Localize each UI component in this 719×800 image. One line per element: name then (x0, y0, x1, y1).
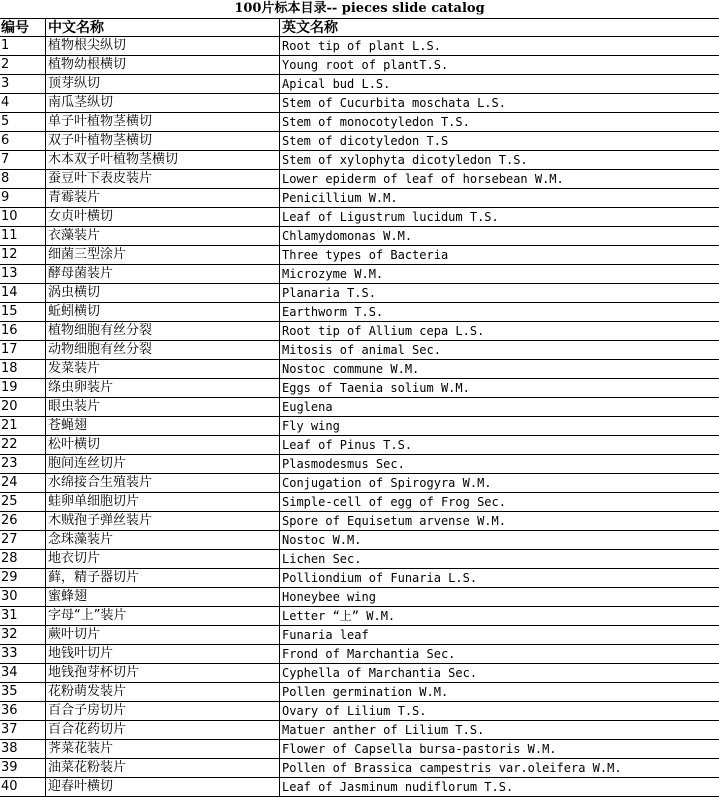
row-english-name: Flower of Capsella bursa-pastoris W.M. (279, 740, 719, 758)
slide-catalog-table (0, 18, 719, 797)
row-english-name: Root tip of Allium cepa L.S. (279, 322, 719, 340)
row-chinese-name: 地钱叶切片 (45, 645, 278, 663)
row-number: 27 (1, 532, 18, 547)
row-chinese-name: 衣藻装片 (45, 227, 278, 245)
row-english-name: Microzyme W.M. (279, 265, 719, 283)
table-body (0, 37, 719, 797)
table-row (0, 455, 719, 474)
row-number: 3 (1, 76, 10, 91)
catalog-title: 100片标本目录-- pieces slide catalog (234, 1, 485, 16)
row-english-name: Leaf of Ligustrum lucidum T.S. (279, 208, 719, 226)
row-number: 14 (1, 285, 18, 300)
row-chinese-name: 绦虫卵装片 (45, 379, 278, 397)
row-number: 23 (1, 456, 18, 471)
row-english-name: Mitosis of animal Sec. (279, 341, 719, 359)
row-number: 29 (1, 570, 18, 585)
table-row (0, 493, 719, 512)
row-chinese-name: 迎春叶横切 (45, 778, 278, 796)
table-row (0, 683, 719, 702)
table-row (0, 474, 719, 493)
row-english-name: Nostoc commune W.M. (279, 360, 719, 378)
row-number: 5 (1, 114, 10, 129)
row-number: 12 (1, 247, 18, 262)
row-number: 2 (1, 57, 10, 72)
table-header-row (0, 18, 719, 37)
table-row (0, 227, 719, 246)
table-row (0, 94, 719, 113)
table-row (0, 246, 719, 265)
table-row (0, 265, 719, 284)
row-english-name: Funaria leaf (279, 626, 719, 644)
row-english-name: Euglena (279, 398, 719, 416)
table-row (0, 341, 719, 360)
table-row (0, 626, 719, 645)
row-number: 10 (1, 209, 18, 224)
table-row (0, 588, 719, 607)
row-english-name: Leaf of Jasminum nudiflorum T.S. (279, 778, 719, 796)
row-number: 39 (1, 760, 18, 775)
row-english-name: Stem of Cucurbita moschata L.S. (279, 94, 719, 112)
row-chinese-name: 眼虫装片 (45, 398, 278, 416)
table-row (0, 645, 719, 664)
row-chinese-name: 蕨叶切片 (45, 626, 278, 644)
row-english-name: Pollen germination W.M. (279, 683, 719, 701)
row-english-name: Letter “上” W.M. (279, 607, 719, 625)
row-number: 34 (1, 665, 18, 680)
row-english-name: Lower epiderm of leaf of horsebean W.M. (279, 170, 719, 188)
row-chinese-name: 女贞叶横切 (45, 208, 278, 226)
row-english-name: Earthworm T.S. (279, 303, 719, 321)
row-number: 8 (1, 171, 10, 186)
row-number: 16 (1, 323, 18, 338)
row-number: 38 (1, 741, 18, 756)
table-row (0, 322, 719, 341)
row-english-name: Lichen Sec. (279, 550, 719, 568)
table-row (0, 607, 719, 626)
row-english-name: Spore of Equisetum arvense W.M. (279, 512, 719, 530)
row-english-name: Plasmodesmus Sec. (279, 455, 719, 473)
row-number: 20 (1, 399, 18, 414)
row-chinese-name: 油菜花粉装片 (45, 759, 278, 777)
table-row (0, 759, 719, 778)
row-number: 35 (1, 684, 18, 699)
row-chinese-name: 蜜蜂翅 (45, 588, 278, 606)
row-chinese-name: 字母“上”装片 (45, 607, 278, 625)
table-row (0, 379, 719, 398)
row-english-name: Stem of xylophyta dicotyledon T.S. (279, 151, 719, 169)
row-chinese-name: 植物细胞有丝分裂 (45, 322, 278, 340)
table-row (0, 721, 719, 740)
row-number: 24 (1, 475, 18, 490)
header-number: 编号 (1, 20, 29, 36)
table-row (0, 132, 719, 151)
row-english-name: Leaf of Pinus T.S. (279, 436, 719, 454)
row-chinese-name: 蚯蚓横切 (45, 303, 278, 321)
row-chinese-name: 百合子房切片 (45, 702, 278, 720)
row-number: 13 (1, 266, 18, 281)
row-english-name: Eggs of Taenia solium W.M. (279, 379, 719, 397)
table-row (0, 512, 719, 531)
row-chinese-name: 苍蝇翅 (45, 417, 278, 435)
row-number: 40 (1, 779, 18, 794)
row-number: 37 (1, 722, 18, 737)
row-english-name: Polliondium of Funaria L.S. (279, 569, 719, 587)
row-chinese-name: 地衣切片 (45, 550, 278, 568)
row-chinese-name: 木贼孢子弹丝装片 (45, 512, 278, 530)
row-english-name: Conjugation of Spirogyra W.M. (279, 474, 719, 492)
row-english-name: Honeybee wing (279, 588, 719, 606)
row-chinese-name: 蛙卵单细胞切片 (45, 493, 278, 511)
table-row (0, 360, 719, 379)
row-chinese-name: 顶芽纵切 (45, 75, 278, 93)
row-english-name: Pollen of Brassica campestris var.oleifera W.M. (279, 759, 719, 777)
table-row (0, 284, 719, 303)
row-english-name: Simple-cell of egg of Frog Sec. (279, 493, 719, 511)
row-chinese-name: 植物根尖纵切 (45, 37, 278, 55)
row-chinese-name: 念珠藻装片 (45, 531, 278, 549)
row-chinese-name: 发菜装片 (45, 360, 278, 378)
table-row (0, 303, 719, 322)
row-number: 30 (1, 589, 18, 604)
table-row (0, 550, 719, 569)
row-english-name: Stem of dicotyledon T.S (279, 132, 719, 150)
header-chinese-name: 中文名称 (45, 19, 278, 37)
row-number: 32 (1, 627, 18, 642)
row-number: 28 (1, 551, 18, 566)
row-english-name: Young root of plantT.S. (279, 56, 719, 74)
row-chinese-name: 水绵接合生殖装片 (45, 474, 278, 492)
row-chinese-name: 酵母菌装片 (45, 265, 278, 283)
table-row (0, 664, 719, 683)
row-chinese-name: 南瓜茎纵切 (45, 94, 278, 112)
row-chinese-name: 单子叶植物茎横切 (45, 113, 278, 131)
table-row (0, 75, 719, 94)
table-row (0, 702, 719, 721)
row-english-name: Stem of monocotyledon T.S. (279, 113, 719, 131)
row-number: 1 (1, 38, 10, 53)
row-chinese-name: 蚕豆叶下表皮装片 (45, 170, 278, 188)
header-english-name: 英文名称 (279, 19, 719, 37)
row-chinese-name: 木本双子叶植物茎横切 (45, 151, 278, 169)
row-english-name: Penicillium W.M. (279, 189, 719, 207)
row-chinese-name: 百合花药切片 (45, 721, 278, 739)
row-english-name: Chlamydomonas W.M. (279, 227, 719, 245)
table-row (0, 151, 719, 170)
row-number: 33 (1, 646, 18, 661)
row-number: 17 (1, 342, 18, 357)
row-number: 7 (1, 152, 10, 167)
row-chinese-name: 动物细胞有丝分裂 (45, 341, 278, 359)
row-chinese-name: 双子叶植物茎横切 (45, 132, 278, 150)
table-row (0, 170, 719, 189)
table-row (0, 113, 719, 132)
row-number: 15 (1, 304, 18, 319)
row-number: 25 (1, 494, 18, 509)
table-row (0, 569, 719, 588)
row-english-name: Frond of Marchantia Sec. (279, 645, 719, 663)
row-english-name: Fly wing (279, 417, 719, 435)
row-number: 26 (1, 513, 18, 528)
row-number: 19 (1, 380, 18, 395)
row-chinese-name: 胞间连丝切片 (45, 455, 278, 473)
table-row (0, 436, 719, 455)
row-number: 22 (1, 437, 18, 452)
table-row (0, 740, 719, 759)
row-number: 6 (1, 133, 10, 148)
row-number: 11 (1, 228, 18, 243)
table-row (0, 189, 719, 208)
row-english-name: Three types of Bacteria (279, 246, 719, 264)
row-english-name: Matuer anther of Lilium T.S. (279, 721, 719, 739)
row-chinese-name: 植物幼根横切 (45, 56, 278, 74)
row-number: 4 (1, 95, 10, 110)
table-row (0, 37, 719, 56)
row-number: 36 (1, 703, 18, 718)
table-row (0, 417, 719, 436)
row-english-name: Root tip of plant L.S. (279, 37, 719, 55)
row-chinese-name: 地钱孢芽杯切片 (45, 664, 278, 682)
row-chinese-name: 青霉装片 (45, 189, 278, 207)
table-row (0, 56, 719, 75)
row-english-name: Cyphella of Marchantia Sec. (279, 664, 719, 682)
row-number: 9 (1, 190, 10, 205)
table-row (0, 778, 719, 797)
row-chinese-name: 松叶横切 (45, 436, 278, 454)
row-chinese-name: 藓，精子器切片 (45, 569, 278, 587)
table-row (0, 208, 719, 227)
row-english-name: Apical bud L.S. (279, 75, 719, 93)
row-english-name: Nostoc W.M. (279, 531, 719, 549)
table-row (0, 398, 719, 417)
row-number: 18 (1, 361, 18, 376)
row-number: 31 (1, 608, 18, 623)
row-chinese-name: 细菌三型涂片 (45, 246, 278, 264)
row-chinese-name: 花粉萌发装片 (45, 683, 278, 701)
row-chinese-name: 荠菜花装片 (45, 740, 278, 758)
row-number: 21 (1, 418, 18, 433)
row-english-name: Planaria T.S. (279, 284, 719, 302)
row-english-name: Ovary of Lilium T.S. (279, 702, 719, 720)
row-chinese-name: 涡虫横切 (45, 284, 278, 302)
table-row (0, 531, 719, 550)
